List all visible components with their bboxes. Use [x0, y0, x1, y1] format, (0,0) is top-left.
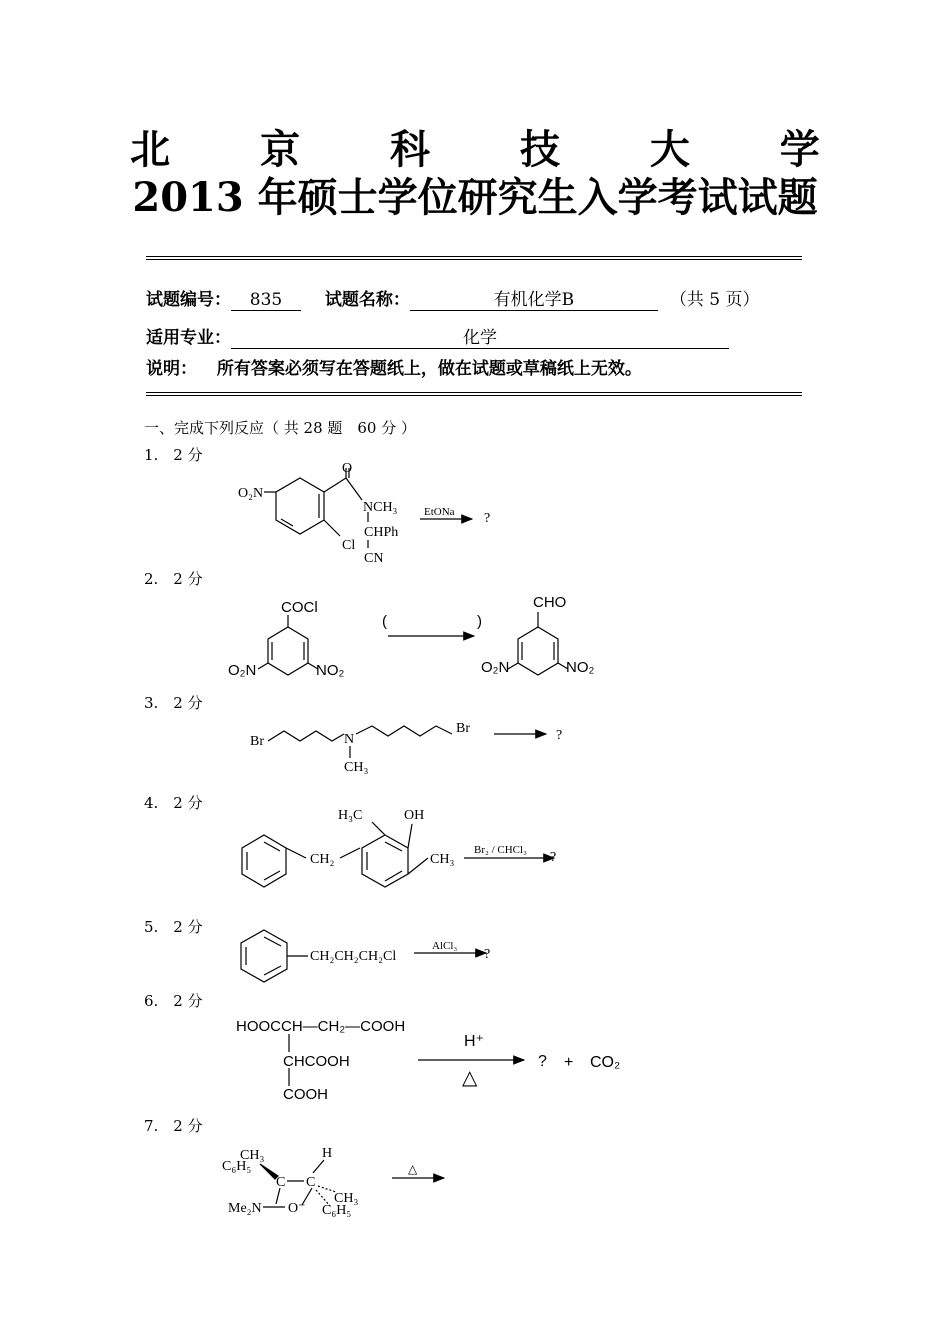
- q3-label-br-left: Br: [250, 734, 264, 749]
- q3-label-n: N: [344, 732, 355, 747]
- q2-label-cocl: COCl: [281, 599, 318, 616]
- q6-reagent-bottom: △: [462, 1067, 478, 1089]
- exam-code-value: 835: [231, 290, 301, 311]
- q1-label-o: O: [342, 461, 353, 476]
- q2-label-cho: CHO: [533, 594, 567, 611]
- q5-reagent: AlCl₃: [432, 940, 458, 952]
- q5-label-chain: CH₂CH₂CH₂Cl: [310, 949, 397, 964]
- question-6-label: 6. 2 分: [144, 992, 203, 1010]
- q3-label-ch3: CH₃: [344, 760, 369, 775]
- q3-structure: [268, 726, 546, 758]
- q7-label-ch3-b: CH₃: [334, 1191, 359, 1206]
- q2-label-no2-right: NO₂: [316, 662, 345, 679]
- exam-code-label: 试题编号：: [146, 290, 231, 310]
- university-name: 北 京 科 技 大 学: [130, 126, 858, 173]
- question-2-label: 2. 2 分: [144, 570, 203, 588]
- q4-reagent: Br₂ / CHCl₃: [474, 844, 527, 856]
- q7-label-c-b: C: [306, 1175, 316, 1190]
- q2-product-no2-left: O₂N: [481, 659, 510, 676]
- exam-name-value: 有机化学B: [410, 285, 658, 311]
- q7-label-h: H: [322, 1146, 333, 1161]
- q2-product-no2-right: NO₂: [566, 659, 595, 676]
- question-5-label: 5. 2 分: [144, 918, 203, 936]
- q6-label-row2: CHCOOH: [283, 1053, 350, 1070]
- q2-label-no2-left: O₂N: [228, 662, 257, 679]
- page-count: （共 5 页）: [669, 290, 760, 310]
- q7-label-ch3-a: CH₃: [240, 1148, 265, 1163]
- note-label: 说明：: [146, 359, 197, 379]
- q3-product: ?: [556, 728, 563, 743]
- q4-label-oh: OH: [404, 808, 425, 823]
- q6-product: ?: [538, 1053, 547, 1070]
- question-4-label: 4. 2 分: [144, 794, 203, 812]
- q6-reagent-top: H⁺: [464, 1033, 484, 1050]
- q1-label-cn: CN: [364, 551, 384, 566]
- q4-label-ch3: CH₃: [430, 852, 455, 867]
- q1-label-chph: CHPh: [364, 525, 399, 540]
- major-value: 化学: [231, 323, 729, 349]
- q1-label-nch3: NCH₃: [363, 500, 398, 515]
- section-title: 一、完成下列反应（ 共 28 题 60 分 ）: [144, 419, 417, 437]
- q7-label-c6h5-b: C₆H₅: [322, 1203, 352, 1218]
- question-7-label: 7. 2 分: [144, 1117, 203, 1135]
- q7-reagent: △: [408, 1162, 418, 1176]
- major-label: 适用专业：: [146, 328, 231, 348]
- q1-label-no2: O₂N: [238, 486, 264, 501]
- q1-reagent: EtONa: [424, 506, 455, 518]
- q1-label-cl: Cl: [342, 538, 356, 553]
- q5-product: ?: [484, 947, 491, 962]
- q3-label-br-right: Br: [456, 721, 470, 736]
- note-text: 所有答案必须写在答题纸上，做在试题或草稿纸上无效。: [216, 359, 642, 379]
- question-3-label: 3. 2 分: [144, 694, 203, 712]
- q7-label-c-a: C: [276, 1175, 286, 1190]
- q4-label-h3c: H₃C: [338, 808, 363, 823]
- q7-label-me2n: Me₂N: [228, 1201, 262, 1216]
- q2-reagent: ( ): [382, 613, 482, 630]
- question-1-label: 1. 2 分: [144, 446, 203, 464]
- q7-label-c6h5-a: C₆H₅: [222, 1159, 252, 1174]
- q1-product: ?: [484, 511, 491, 526]
- exam-title: 2013 年硕士学位研究生入学考试试题: [132, 174, 818, 221]
- q6-label-row3: COOH: [283, 1086, 328, 1103]
- exam-name-label: 试题名称：: [324, 290, 410, 310]
- q7-label-o: O⁻: [288, 1201, 306, 1216]
- q4-product: ?: [550, 850, 557, 865]
- q6-plus: +: [564, 1054, 574, 1071]
- q4-label-ch2: CH₂: [310, 852, 335, 867]
- q6-label-row1: HOOCCH—CH₂—COOH: [236, 1018, 406, 1035]
- q6-co2: CO₂: [590, 1054, 621, 1071]
